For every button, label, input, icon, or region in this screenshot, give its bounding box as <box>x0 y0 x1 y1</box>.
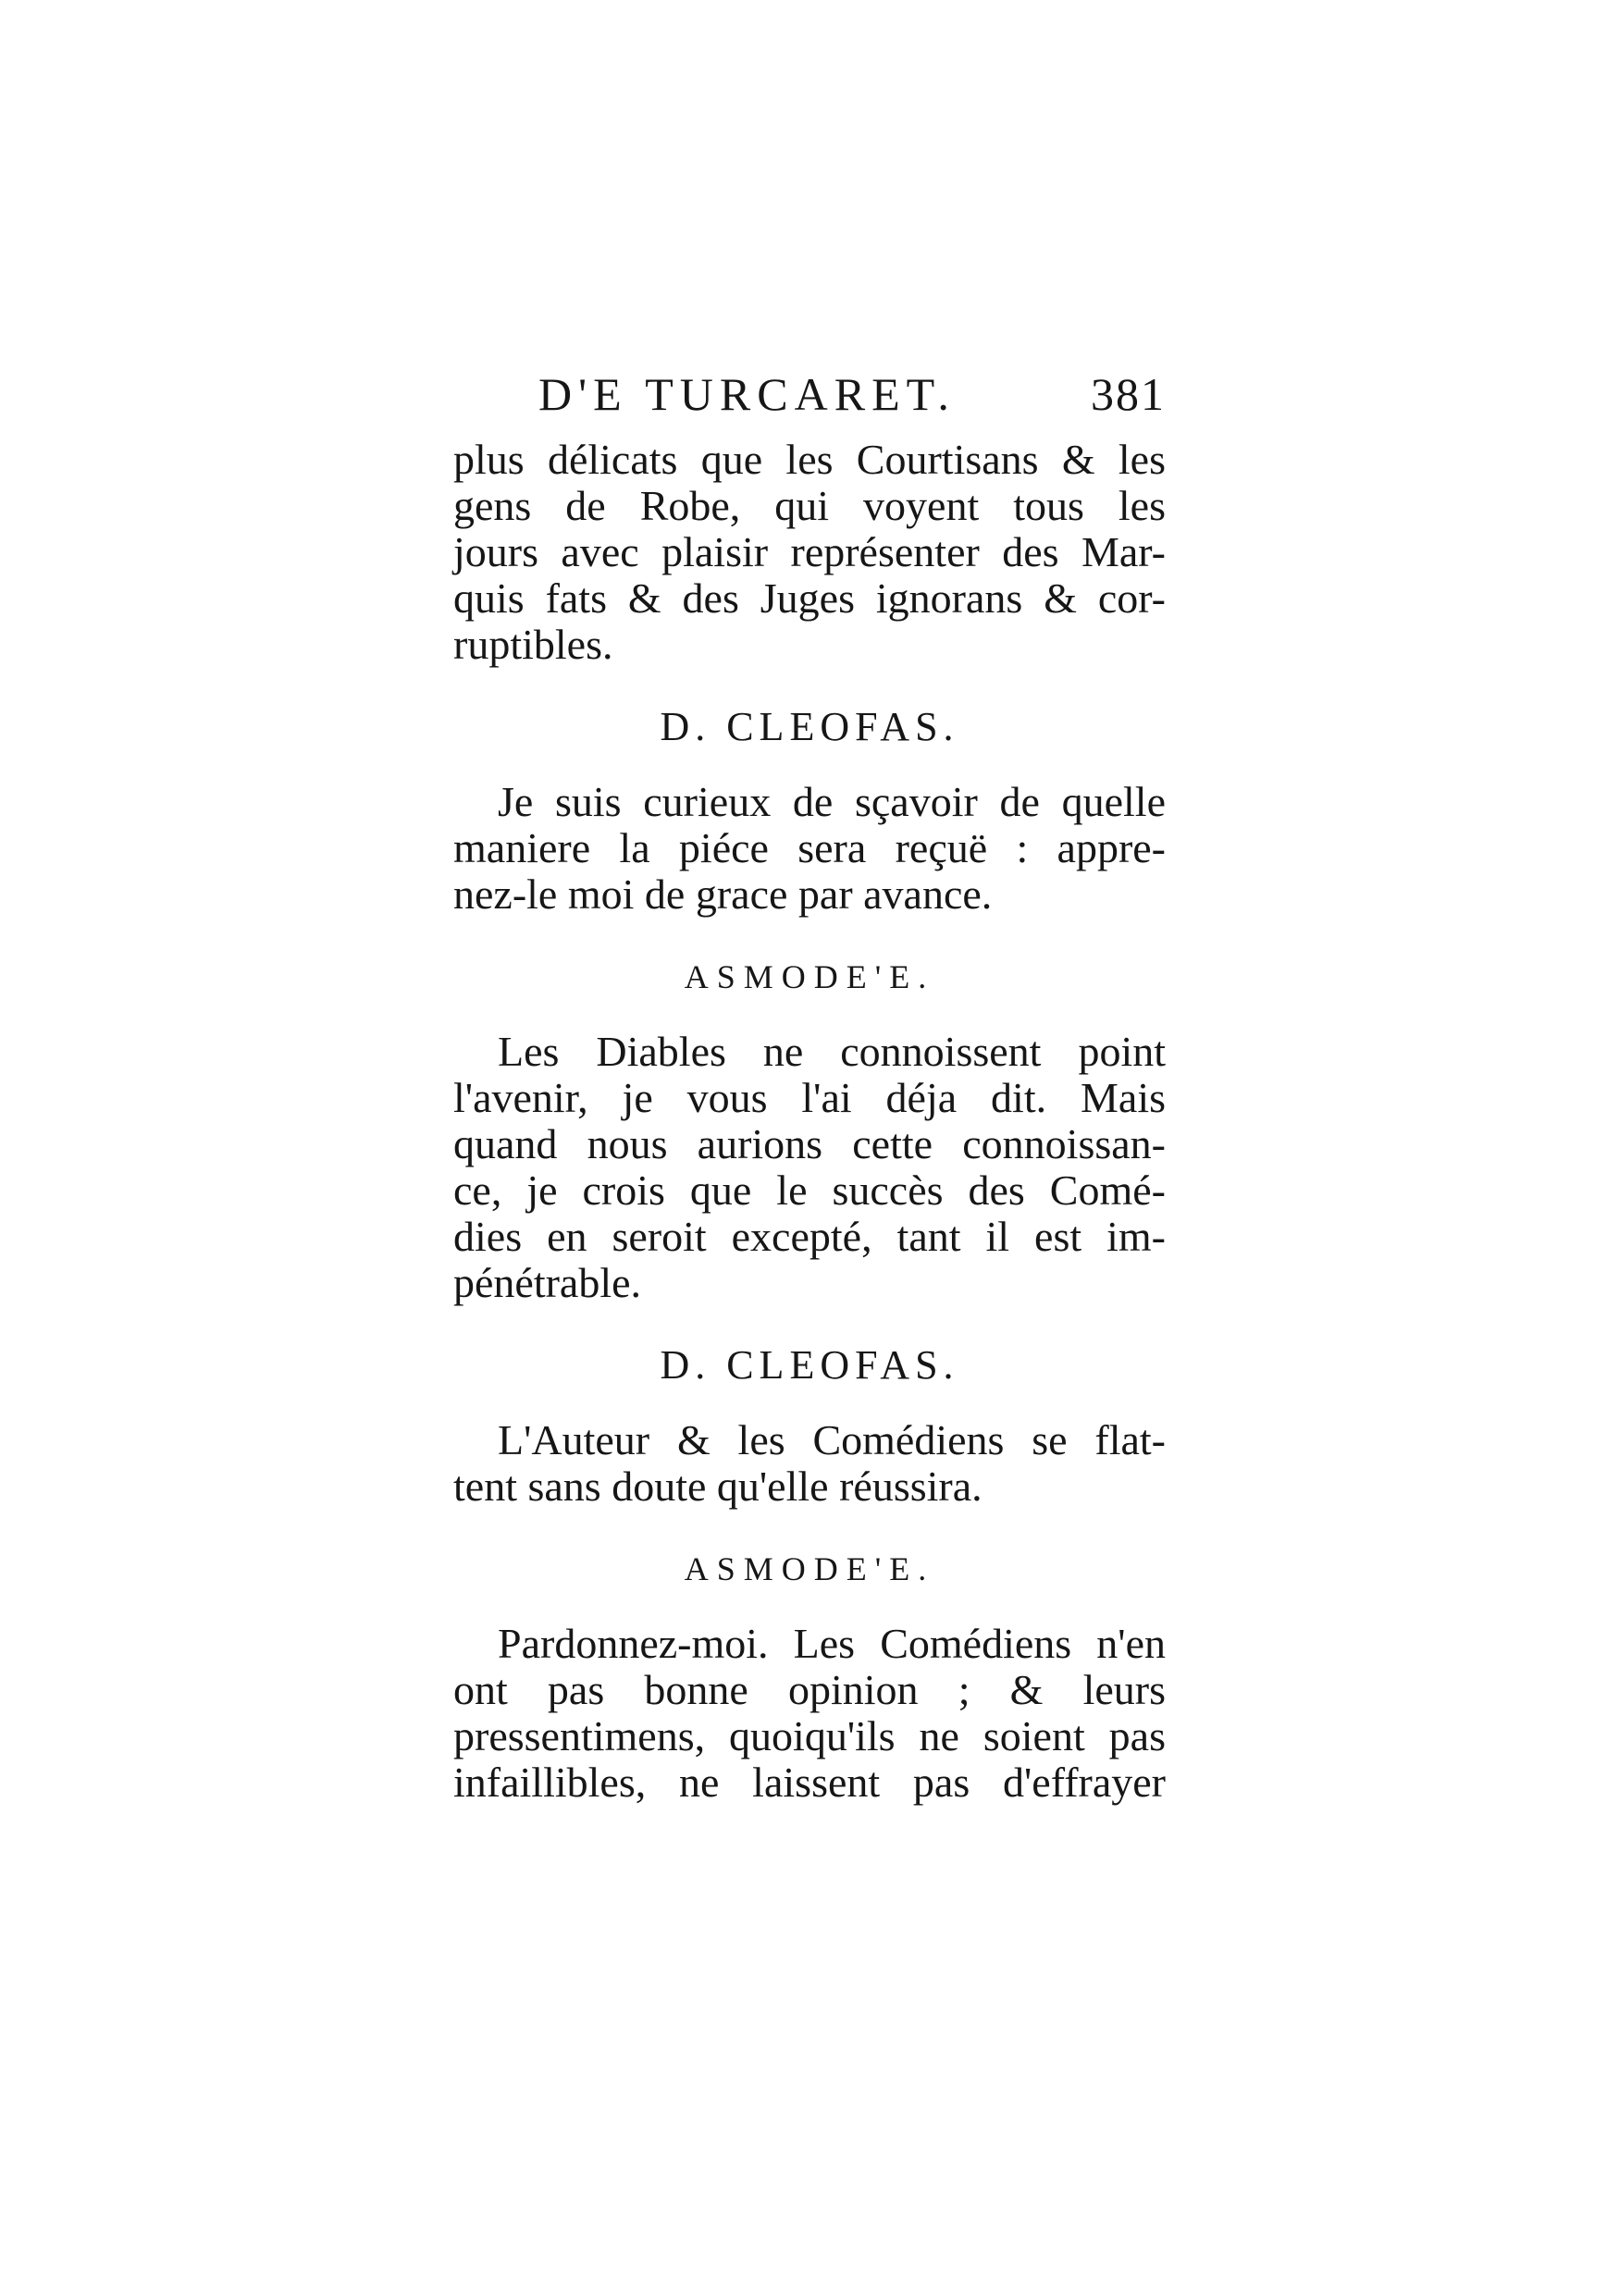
paragraph-3 <box>453 1029 1166 1306</box>
text-line: maniere la piéce sera reçuë : appre- <box>453 824 1166 871</box>
text-line: plus délicats que les Courtisans & les <box>453 436 1166 483</box>
speaker-heading: D. CLEOFAS. <box>660 704 959 749</box>
paragraph-2 <box>453 779 1166 918</box>
text-line: infaillibles, ne laissent pas d'effrayer <box>453 1759 1166 1806</box>
text-block <box>453 352 1166 1806</box>
text-line: pressentimens, quoiqu'ils ne soient pas <box>453 1712 1166 1759</box>
text-line: ruptibles. <box>453 621 613 668</box>
text-line: pénétrable. <box>453 1259 642 1306</box>
text-line: gens de Robe, qui voyent tous les <box>453 482 1166 529</box>
text-line: dies en seroit excepté, tant il est im- <box>453 1213 1166 1260</box>
text-line: l'avenir, je vous l'ai déja dit. Mais <box>453 1074 1166 1121</box>
speaker-heading: ASMODE'E. <box>684 1550 935 1587</box>
text-line: quand nous aurions cette connoissan- <box>453 1120 1166 1167</box>
text-line: Les Diables ne connoissent point <box>498 1028 1166 1075</box>
paragraph-5 <box>453 1621 1166 1806</box>
text-line: jours avec plaisir représenter des Mar- <box>453 528 1166 575</box>
text-line: L'Auteur & les Comédiens se flat- <box>498 1416 1166 1463</box>
text-line: Pardonnez-moi. Les Comédiens n'en <box>498 1620 1166 1667</box>
text-line: Je suis curieux de sçavoir de quelle <box>498 778 1166 825</box>
paragraph-4 <box>453 1417 1166 1510</box>
running-head <box>453 352 1166 437</box>
speaker-heading: ASMODE'E. <box>684 958 935 995</box>
text-line: nez-le moi de grace par avance. <box>453 870 993 918</box>
running-title: D'E TURCARET. <box>538 368 956 420</box>
page-number: 381 <box>1091 368 1166 420</box>
text-line: quis fats & des Juges ignorans & cor- <box>453 574 1166 622</box>
text-line: ont pas bonne opinion ; & leurs <box>453 1666 1166 1713</box>
text-line: ce, je crois que le succès des Comé- <box>453 1167 1166 1214</box>
speaker-heading: D. CLEOFAS. <box>660 1342 959 1388</box>
text-line: tent sans doute qu'elle réussira. <box>453 1463 983 1510</box>
paragraph-1 <box>453 437 1166 668</box>
